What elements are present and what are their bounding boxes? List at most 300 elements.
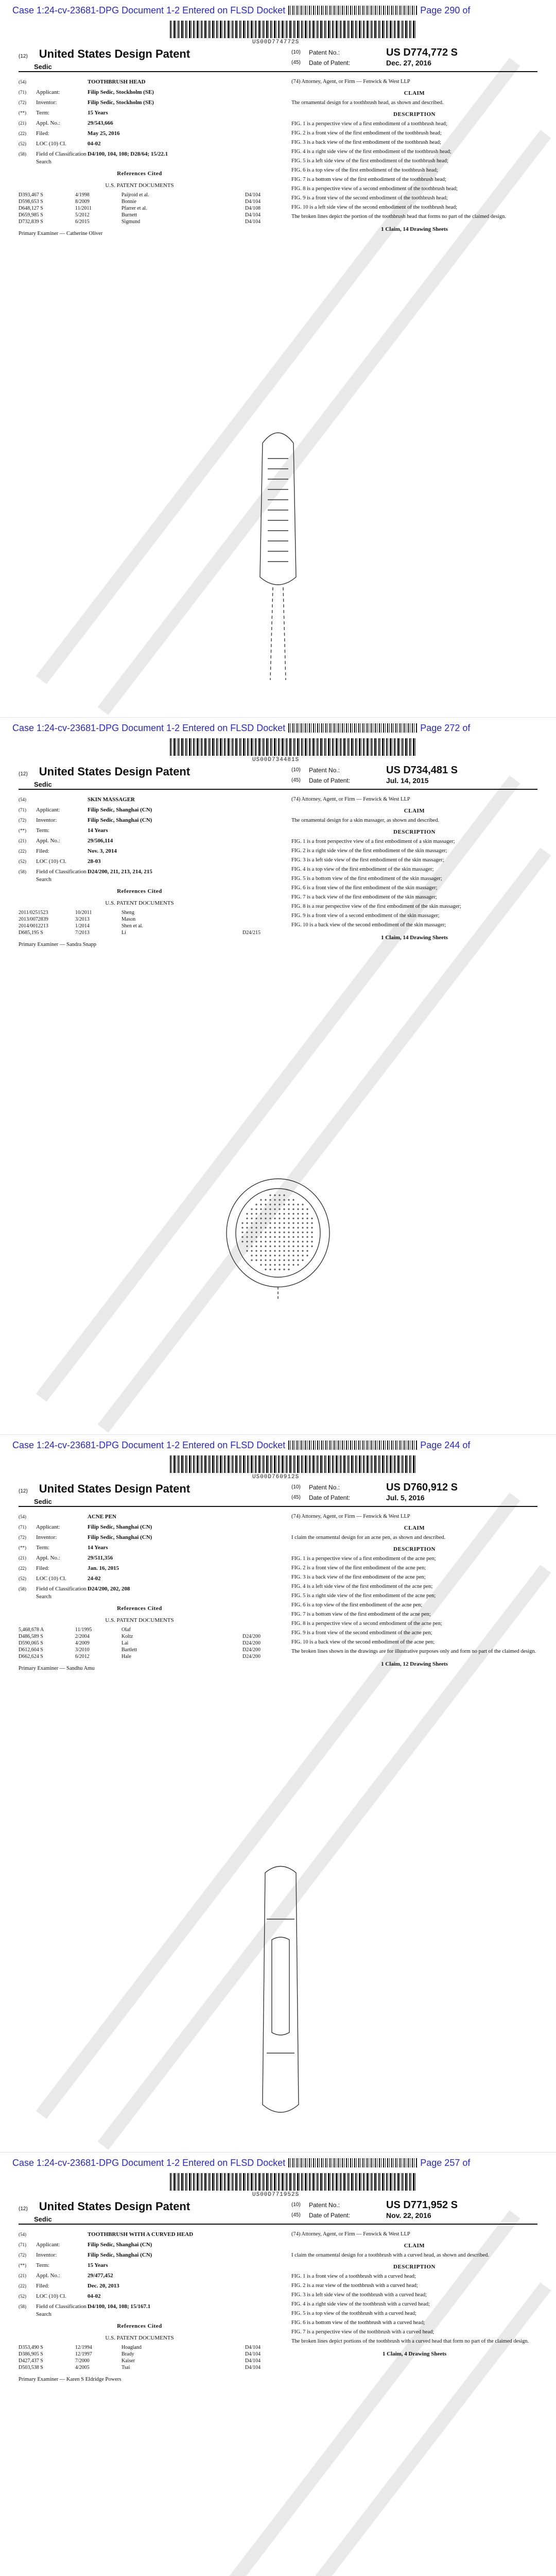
massage-nub-icon bbox=[274, 1236, 275, 1238]
massage-nub-icon bbox=[306, 1227, 308, 1228]
biblio-row bbox=[19, 2241, 260, 2249]
massage-nub-icon bbox=[265, 1241, 266, 1242]
patent-no-label: Patent No.: bbox=[309, 1484, 340, 1492]
reference-d: 2/2004 bbox=[75, 1634, 90, 1640]
massage-nub-icon bbox=[302, 1255, 303, 1256]
massage-nub-icon bbox=[255, 1231, 257, 1233]
reference-row bbox=[19, 218, 260, 225]
references-list bbox=[19, 2344, 260, 2371]
massage-nub-icon bbox=[274, 1194, 275, 1196]
biblio-code: (72) bbox=[19, 817, 26, 823]
barcode-icon bbox=[170, 738, 417, 756]
figure-description: FIG. 8 is a rear perspective view of the first embodiment of the skin massager; bbox=[291, 903, 461, 909]
biblio-value: 28-03 bbox=[88, 858, 101, 865]
massage-nub-icon bbox=[311, 1231, 312, 1233]
reference-c: D24/200 bbox=[242, 1654, 260, 1660]
biblio-value: 29/477,452 bbox=[88, 2272, 113, 2279]
biblio-row bbox=[19, 1544, 260, 1552]
figure-description: FIG. 10 is a left side view of the second embodiment of the toothbrush head; bbox=[291, 205, 458, 210]
patent-no-label: Patent No.: bbox=[309, 766, 340, 774]
massage-nub-icon bbox=[251, 1217, 252, 1219]
reference-row bbox=[19, 2364, 260, 2371]
massage-nub-icon bbox=[274, 1217, 275, 1219]
figure-description: FIG. 4 is a right side view of the first embodiment of the toothbrush head; bbox=[291, 149, 451, 155]
reference-d: 3/2010 bbox=[75, 1647, 90, 1653]
massage-nub-icon bbox=[306, 1217, 308, 1219]
biblio-code: (52) bbox=[19, 1576, 26, 1582]
closing-statement: The broken lines depict portions of the toothbrush with a curved head that form no part of the claimed design. bbox=[291, 2338, 529, 2344]
figure-description: FIG. 4 is a right side view of the toothbrush with a curved head; bbox=[291, 2301, 430, 2307]
reference-row bbox=[19, 916, 260, 923]
reference-n: D685,195 S bbox=[19, 929, 43, 936]
massage-nub-icon bbox=[241, 1236, 243, 1238]
biblio-code: (58) bbox=[19, 1586, 26, 1592]
references-list bbox=[19, 909, 260, 936]
biblio-code: (71) bbox=[19, 90, 26, 95]
massage-nub-icon bbox=[297, 1222, 299, 1224]
biblio-value: 29/543,666 bbox=[88, 120, 113, 126]
massage-nub-icon bbox=[269, 1241, 271, 1242]
patent-title-block bbox=[19, 2200, 190, 2223]
massage-nub-icon bbox=[292, 1208, 294, 1210]
biblio-value: Filip Sedic, Stockholm (SE) bbox=[88, 89, 154, 95]
reference-row bbox=[19, 192, 260, 198]
massage-nub-icon bbox=[269, 1255, 271, 1256]
reference-i: Tsai bbox=[121, 2364, 130, 2370]
acne-pen-drawing-icon bbox=[242, 1857, 319, 2136]
massage-nub-icon bbox=[251, 1241, 252, 1242]
figure-description: FIG. 3 is a back view of the first embodiment of the toothbrush head; bbox=[291, 140, 442, 145]
massage-nub-icon bbox=[274, 1231, 275, 1233]
massage-nub-icon bbox=[269, 1245, 271, 1247]
barcode-number: US00D734481S bbox=[252, 756, 300, 763]
attorney: (74) Attorney, Agent, or Firm — Fenwick & West LLP bbox=[291, 79, 410, 84]
refs-subtitle: U.S. PATENT DOCUMENTS bbox=[105, 900, 174, 906]
claims-count: 1 Claim, 14 Drawing Sheets bbox=[381, 226, 448, 232]
date-label: Date of Patent: bbox=[309, 59, 351, 66]
massage-nub-icon bbox=[269, 1250, 271, 1251]
description-title: DESCRIPTION bbox=[393, 111, 436, 117]
kind-code: (12) bbox=[19, 771, 28, 777]
massage-nub-icon bbox=[297, 1250, 299, 1251]
biblio-code: (22) bbox=[19, 848, 26, 854]
biblio-value: 15 Years bbox=[88, 110, 108, 116]
biblio-label bbox=[36, 796, 88, 804]
massage-nub-icon bbox=[260, 1236, 262, 1238]
massage-nub-icon bbox=[269, 1259, 271, 1261]
refs-title: References Cited bbox=[117, 888, 162, 894]
biblio-row bbox=[19, 120, 260, 127]
massage-nub-icon bbox=[260, 1222, 262, 1224]
massage-nub-icon bbox=[283, 1236, 285, 1238]
reference-i: Sigmund bbox=[121, 219, 141, 225]
massage-nub-icon bbox=[260, 1204, 262, 1205]
patent-page bbox=[0, 0, 556, 718]
massage-nub-icon bbox=[260, 1208, 262, 1210]
biblio-label: LOC (10) Cl. bbox=[36, 858, 66, 865]
reference-c: D24/200 bbox=[242, 1647, 260, 1653]
reference-row bbox=[19, 929, 260, 936]
figure-description: FIG. 4 is a left side view of the first embodiment of the acne pen; bbox=[291, 1584, 433, 1590]
biblio-label: LOC (10) Cl. bbox=[36, 1575, 66, 1582]
massage-nub-icon bbox=[311, 1236, 312, 1238]
massage-nub-icon bbox=[302, 1204, 303, 1205]
figure-description: FIG. 3 is a back view of the first embodiment of the acne pen; bbox=[291, 1574, 426, 1581]
massage-nub-icon bbox=[265, 1227, 266, 1228]
massage-nub-icon bbox=[302, 1217, 303, 1219]
massage-nub-icon bbox=[251, 1222, 252, 1224]
reference-row bbox=[19, 1653, 260, 1660]
biblio-code: (52) bbox=[19, 2293, 26, 2299]
massage-nub-icon bbox=[292, 1264, 294, 1265]
massage-nub-icon bbox=[265, 1259, 266, 1261]
figure-description: FIG. 9 is a front view of the second embodiment of the acne pen; bbox=[291, 1630, 432, 1636]
refs-title: References Cited bbox=[117, 2323, 162, 2329]
massage-nub-icon bbox=[255, 1241, 257, 1242]
reference-row bbox=[19, 198, 260, 205]
patent-date: Dec. 27, 2016 bbox=[386, 59, 431, 67]
inventor-short: Sedic bbox=[34, 1498, 52, 1506]
biblio-label: Term: bbox=[36, 110, 50, 116]
kind-code: (12) bbox=[19, 54, 28, 59]
case-header: Case 1:24-cv-23681-DPG Document 1-2 Entered on FLSD Docket Page 244 of bbox=[12, 1440, 471, 1451]
massage-nub-icon bbox=[292, 1250, 294, 1251]
massage-nub-icon bbox=[269, 1217, 271, 1219]
massage-nub-icon bbox=[265, 1217, 266, 1219]
refs-subtitle: U.S. PATENT DOCUMENTS bbox=[105, 2334, 174, 2341]
massage-nub-icon bbox=[283, 1199, 285, 1200]
reference-row bbox=[19, 923, 260, 929]
reference-n: D662,624 S bbox=[19, 1654, 43, 1660]
biblio-code: (72) bbox=[19, 2252, 26, 2258]
biblio-code: (52) bbox=[19, 141, 26, 146]
patent-title: United States Design Patent bbox=[39, 2199, 190, 2213]
massage-nub-icon bbox=[274, 1245, 275, 1247]
biblio-value: D24/200, 211, 213, 214, 215 bbox=[88, 868, 152, 875]
massage-nub-icon bbox=[260, 1259, 262, 1261]
biblio-value: Dec. 20, 2013 bbox=[88, 2282, 119, 2289]
figure-descriptions bbox=[291, 1555, 537, 1646]
reference-row bbox=[19, 1647, 260, 1653]
massage-nub-icon bbox=[255, 1208, 257, 1210]
kind-code: (12) bbox=[19, 1488, 28, 1495]
reference-c bbox=[183, 923, 260, 929]
biblio-value: 24-02 bbox=[88, 1575, 101, 1582]
massage-nub-icon bbox=[292, 1217, 294, 1219]
massage-nub-icon bbox=[302, 1227, 303, 1228]
refs-subtitle: U.S. PATENT DOCUMENTS bbox=[105, 182, 174, 189]
massage-nub-icon bbox=[260, 1264, 262, 1265]
reference-row bbox=[19, 212, 260, 218]
massage-nub-icon bbox=[279, 1222, 280, 1224]
biblio-label: Filed: bbox=[36, 1565, 49, 1572]
reference-i: Lai bbox=[121, 1640, 129, 1647]
patent-number: US D774,772 S bbox=[386, 47, 458, 58]
massage-nub-icon bbox=[279, 1208, 280, 1210]
massage-nub-icon bbox=[269, 1236, 271, 1238]
inventor-short: Sedic bbox=[34, 780, 52, 788]
figure-description: FIG. 2 is a right side view of the first embodiment of the skin massager; bbox=[291, 848, 447, 854]
massage-nub-icon bbox=[283, 1204, 285, 1205]
massage-nub-icon bbox=[288, 1208, 289, 1210]
massage-nub-icon bbox=[297, 1245, 299, 1247]
biblio-code: (71) bbox=[19, 2242, 26, 2247]
massage-nub-icon bbox=[279, 1231, 280, 1233]
massage-nub-icon bbox=[279, 1255, 280, 1256]
patent-title: United States Design Patent bbox=[39, 765, 190, 778]
massage-nub-icon bbox=[297, 1227, 299, 1228]
massage-nub-icon bbox=[269, 1204, 271, 1205]
reference-row bbox=[19, 1633, 260, 1640]
biblio-row bbox=[19, 827, 260, 835]
massage-nub-icon bbox=[260, 1217, 262, 1219]
massage-nub-icon bbox=[283, 1227, 285, 1228]
biblio-value: Filip Sedic, Shanghai (CN) bbox=[88, 817, 152, 823]
massage-nub-icon bbox=[274, 1241, 275, 1242]
biblio-code: (22) bbox=[19, 131, 26, 136]
biblio-value: D4/100, 104, 108; D28/64; 15/22.1 bbox=[88, 151, 168, 157]
barcode-number: US00D760912S bbox=[252, 1474, 300, 1481]
patent-header bbox=[19, 47, 537, 72]
figure-description: FIG. 10 is a back view of the second embodiment of the skin massager; bbox=[291, 922, 446, 928]
right-column bbox=[291, 1513, 537, 1668]
massage-nub-icon bbox=[274, 1204, 275, 1205]
biblio-code: (22) bbox=[19, 1566, 26, 1571]
biblio-row bbox=[19, 2303, 260, 2318]
patent-title-block bbox=[19, 47, 190, 71]
biblio-value: Filip Sedic, Stockholm (SE) bbox=[88, 99, 154, 106]
reference-d: 7/2013 bbox=[75, 929, 90, 936]
reference-n: D590,065 S bbox=[19, 1640, 43, 1647]
biblio-code: (**) bbox=[19, 827, 26, 833]
reference-n: D659,985 S bbox=[19, 212, 43, 218]
biblio-code: (54) bbox=[19, 1514, 26, 1520]
biblio-code: (58) bbox=[19, 869, 26, 874]
massage-nub-icon bbox=[246, 1236, 248, 1238]
figure-description: FIG. 5 is a top view of the toothbrush with a curved head; bbox=[291, 2310, 416, 2316]
claim-title: CLAIM bbox=[404, 807, 425, 814]
reference-c bbox=[183, 916, 260, 923]
biblio-label: Filed: bbox=[36, 2282, 49, 2289]
massage-nub-icon bbox=[288, 1250, 289, 1251]
figure-description: FIG. 1 is a perspective view of a first embodiment of a toothbrush head; bbox=[291, 121, 447, 127]
massage-nub-icon bbox=[297, 1204, 299, 1205]
biblio-row bbox=[19, 837, 260, 845]
reference-i: Hale bbox=[121, 1654, 131, 1660]
massage-nub-icon bbox=[297, 1264, 299, 1265]
closing-statement: The broken lines shown in the drawings are for illustrative purposes only and form no part of the claimed design. bbox=[291, 1649, 536, 1655]
massage-nub-icon bbox=[288, 1204, 289, 1205]
massage-nub-icon bbox=[255, 1213, 257, 1214]
reference-d: 6/2015 bbox=[75, 219, 90, 225]
biblio-row bbox=[19, 1554, 260, 1562]
biblio-value: ACNE PEN bbox=[88, 1514, 116, 1520]
massage-nub-icon bbox=[306, 1245, 308, 1247]
reference-d: 4/1998 bbox=[75, 192, 90, 198]
massage-nub-icon bbox=[283, 1245, 285, 1247]
barcode-icon bbox=[170, 21, 417, 38]
massage-nub-icon bbox=[246, 1227, 248, 1228]
right-column bbox=[291, 78, 537, 233]
massage-nub-icon bbox=[292, 1204, 294, 1205]
biblio-label bbox=[36, 1513, 88, 1521]
massage-nub-icon bbox=[246, 1231, 248, 1233]
biblio-code: (54) bbox=[19, 796, 26, 802]
reference-d: 11/1995 bbox=[75, 1627, 92, 1633]
figure-description: FIG. 8 is a perspective view of a second embodiment of the acne pen; bbox=[291, 1621, 442, 1627]
reference-d: 8/2009 bbox=[75, 199, 90, 205]
references-list bbox=[19, 192, 260, 225]
reference-c: D4/104 bbox=[245, 2344, 260, 2350]
reference-row bbox=[19, 2351, 260, 2358]
biblio-value: D4/100, 104, 108; 15/167.1 bbox=[88, 2303, 151, 2310]
reference-row bbox=[19, 1640, 260, 1647]
biblio-row bbox=[19, 1513, 260, 1521]
figure-description: FIG. 4 is a top view of the first embodiment of the skin massager; bbox=[291, 866, 434, 872]
massage-nub-icon bbox=[279, 1217, 280, 1219]
massage-nub-icon bbox=[288, 1227, 289, 1228]
massage-nub-icon bbox=[288, 1241, 289, 1242]
massage-nub-icon bbox=[302, 1250, 303, 1251]
massage-nub-icon bbox=[288, 1245, 289, 1247]
massage-nub-icon bbox=[251, 1245, 252, 1247]
massage-nub-icon bbox=[274, 1255, 275, 1256]
massage-nub-icon bbox=[260, 1245, 262, 1247]
bibliographic-data bbox=[19, 796, 260, 884]
massage-nub-icon bbox=[292, 1227, 294, 1228]
patent-header bbox=[19, 2200, 537, 2225]
biblio-row bbox=[19, 99, 260, 107]
reference-i: Kaiser bbox=[121, 2358, 135, 2364]
massage-nub-icon bbox=[269, 1213, 271, 1214]
massage-nub-icon bbox=[283, 1259, 285, 1261]
patent-number-block: (10) Patent No.: US D734,481 S (45) Date of Patent: Jul. 14, 2015 bbox=[291, 764, 458, 785]
massage-nub-icon bbox=[251, 1213, 252, 1214]
claim-text: I claim the ornamental design for an acne pen, as shown and described. bbox=[291, 1535, 446, 1541]
inventor-short: Sedic bbox=[34, 63, 52, 71]
massage-nub-icon bbox=[279, 1204, 280, 1205]
reference-c: D4/104 bbox=[245, 192, 260, 198]
biblio-label: Inventor: bbox=[36, 817, 57, 823]
primary-examiner: Primary Examiner — Catherine Oliver bbox=[19, 231, 103, 236]
massage-nub-icon bbox=[274, 1199, 275, 1200]
massage-nub-icon bbox=[265, 1264, 266, 1265]
biblio-code: (21) bbox=[19, 1555, 26, 1561]
massage-nub-icon bbox=[265, 1236, 266, 1238]
figure-description: FIG. 5 is a bottom view of the first embodiment of the skin massager; bbox=[291, 875, 442, 882]
reference-d: 1/2014 bbox=[75, 923, 90, 929]
massage-nub-icon bbox=[246, 1222, 248, 1224]
patent-date: Nov. 22, 2016 bbox=[386, 2211, 431, 2219]
patent-number: US D760,912 S bbox=[386, 1482, 458, 1494]
biblio-label bbox=[36, 2231, 88, 2239]
biblio-value: Filip Sedic, Shanghai (CN) bbox=[88, 2251, 152, 2258]
massage-nub-icon bbox=[288, 1222, 289, 1224]
attorney: (74) Attorney, Agent, or Firm — Fenwick & West LLP bbox=[291, 2231, 410, 2237]
figure-description: FIG. 1 is a front view of a toothbrush with a curved head; bbox=[291, 2273, 416, 2279]
massage-nub-icon bbox=[246, 1217, 248, 1219]
patent-number-block: (10) Patent No.: US D760,912 S (45) Date of Patent: Jul. 5, 2016 bbox=[291, 1482, 458, 1502]
biblio-label: Field of Classification Search bbox=[36, 1586, 86, 1600]
bibliographic-data bbox=[19, 1513, 260, 1601]
massage-nub-icon bbox=[255, 1245, 257, 1247]
reference-c: D4/104 bbox=[245, 2364, 260, 2370]
massage-nub-icon bbox=[302, 1208, 303, 1210]
massage-nub-icon bbox=[279, 1227, 280, 1228]
patent-page bbox=[0, 2153, 556, 2576]
reference-c: D24/200 bbox=[242, 1634, 260, 1640]
reference-row bbox=[19, 205, 260, 212]
figure-description: FIG. 8 is a perspective view of a second embodiment of the toothbrush head; bbox=[291, 186, 458, 192]
right-column bbox=[291, 796, 537, 942]
figure-description: FIG. 6 is a front view of the first embodiment of the skin massager; bbox=[291, 885, 438, 891]
massage-nub-icon bbox=[292, 1259, 294, 1261]
reference-i: Bartlett bbox=[121, 1647, 137, 1653]
massage-nub-icon bbox=[255, 1217, 257, 1219]
massage-nub-icon bbox=[302, 1245, 303, 1247]
massage-nub-icon bbox=[283, 1208, 285, 1210]
reference-d: 4/2005 bbox=[75, 2364, 90, 2370]
refs-subtitle: U.S. PATENT DOCUMENTS bbox=[105, 1617, 174, 1624]
massage-nub-icon bbox=[265, 1208, 266, 1210]
patent-number-block: (10) Patent No.: US D771,952 S (45) Date of Patent: Nov. 22, 2016 bbox=[291, 2199, 458, 2219]
biblio-row bbox=[19, 89, 260, 96]
attorney: (74) Attorney, Agent, or Firm — Fenwick & West LLP bbox=[291, 1514, 410, 1520]
patent-header bbox=[19, 1482, 537, 1507]
biblio-label: Field of Classification Search bbox=[36, 868, 86, 883]
figure-description: FIG. 9 is a front view of the second embodiment of the toothbrush head; bbox=[291, 195, 448, 201]
reference-i: Koltz bbox=[121, 1634, 133, 1640]
reference-n: D503,538 S bbox=[19, 2364, 43, 2370]
left-column bbox=[19, 2231, 260, 2383]
massage-nub-icon bbox=[297, 1208, 299, 1210]
massage-nub-icon bbox=[288, 1199, 289, 1200]
reference-c bbox=[183, 1626, 260, 1633]
claim-title: CLAIM bbox=[404, 2242, 425, 2249]
massage-nub-icon bbox=[283, 1264, 285, 1265]
references-list bbox=[19, 1626, 260, 1660]
biblio-code: (22) bbox=[19, 2283, 26, 2289]
massage-nub-icon bbox=[288, 1236, 289, 1238]
reference-d: 10/2011 bbox=[75, 909, 92, 916]
reference-c: D4/104 bbox=[245, 219, 260, 225]
massage-nub-icon bbox=[292, 1199, 294, 1200]
biblio-row bbox=[19, 868, 260, 884]
massage-nub-icon bbox=[265, 1268, 266, 1270]
massage-nub-icon bbox=[292, 1255, 294, 1256]
biblio-code: (**) bbox=[19, 110, 26, 115]
biblio-code: (58) bbox=[19, 151, 26, 157]
reference-n: D612,604 S bbox=[19, 1647, 43, 1653]
reference-n: D393,467 S bbox=[19, 192, 43, 198]
biblio-label: Filed: bbox=[36, 130, 49, 137]
biblio-value: Filip Sedic, Shanghai (CN) bbox=[88, 2241, 152, 2248]
figure-descriptions bbox=[291, 121, 537, 211]
biblio-code: (**) bbox=[19, 2262, 26, 2268]
massage-nub-icon bbox=[251, 1231, 252, 1233]
reference-c: D4/104 bbox=[245, 212, 260, 218]
biblio-label: Applicant: bbox=[36, 806, 60, 813]
biblio-value: Nov. 3, 2014 bbox=[88, 848, 117, 854]
reference-i: Olaf bbox=[121, 1627, 131, 1633]
massage-nub-icon bbox=[288, 1217, 289, 1219]
reference-i: Burnett bbox=[121, 212, 137, 218]
massage-nub-icon bbox=[302, 1213, 303, 1214]
biblio-value: D24/200, 202, 208 bbox=[88, 1586, 130, 1592]
massage-nub-icon bbox=[255, 1250, 257, 1251]
reference-c bbox=[183, 909, 260, 916]
claims-count: 1 Claim, 14 Drawing Sheets bbox=[381, 934, 448, 941]
